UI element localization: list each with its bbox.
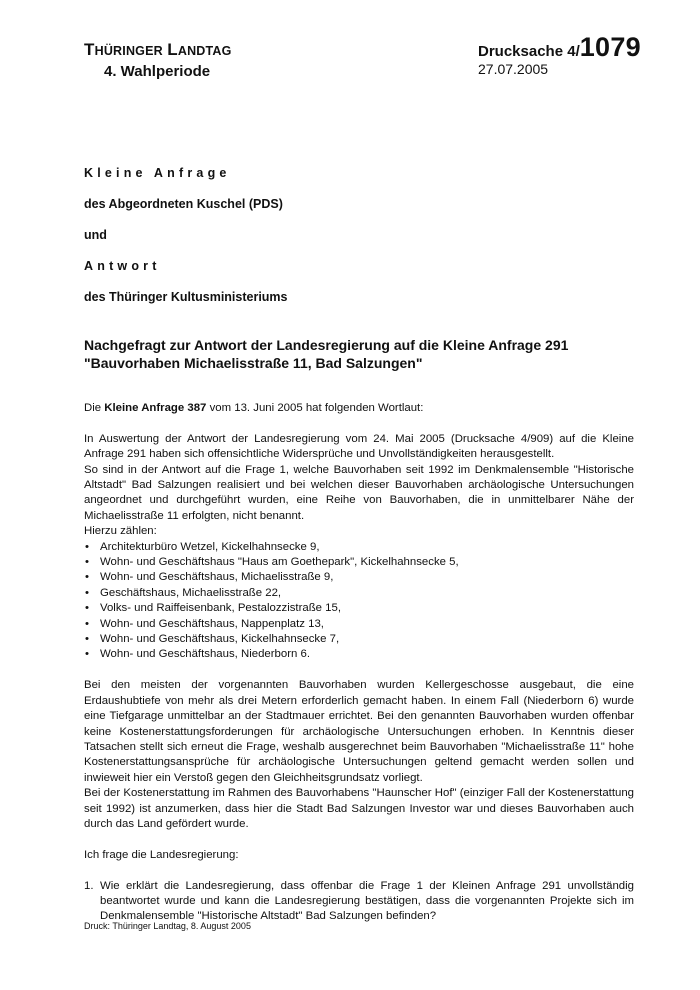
intro-line <box>84 401 634 416</box>
bullet-icon: • <box>85 571 89 584</box>
intro-anfrage-number: Kleine Anfrage 387 <box>104 402 207 414</box>
landtag-word-thueringer: HÜRINGER <box>94 44 163 58</box>
title-block <box>84 166 288 304</box>
bullet-icon: • <box>85 556 89 569</box>
question-number: 1. <box>84 879 94 892</box>
subject-heading: Nachgefragt zur Antwort der Landesregierung auf die Kleine Anfrage 291 "Bauvorhaben Michaelisstraße 11, Bad Salzungen" <box>84 337 569 371</box>
title-ministerium: des Thüringer Kultusministeriums <box>84 290 288 304</box>
question-text: Wie erklärt die Landesregierung, dass offenbar die Frage 1 der Kleinen Anfrage 291 unvollständig beantwortet wurde und kann die Landesregierung bestätigen, dass die vorgenannten Projekte sich im Denkmalensemble "Historische Altstadt" Bad Salzungen befinden? <box>100 879 634 923</box>
landtag-word-landtag: ANDTAG <box>177 44 232 58</box>
bullet-icon: • <box>85 602 89 615</box>
question-item <box>84 879 634 925</box>
document-date: 27.07.2005 <box>478 61 549 77</box>
list-item: • Geschäftshaus, Michaelisstraße 22, <box>84 586 634 601</box>
wahlperiode: 4. Wahlperiode <box>104 63 211 80</box>
list-item: • Wohn- und Geschäftshaus, Niederborn 6. <box>84 647 634 662</box>
print-footer: Druck: Thüringer Landtag, 8. August 2005 <box>84 921 251 931</box>
bullet-icon: • <box>85 586 89 599</box>
document-header-left <box>84 40 232 80</box>
landtag-name <box>84 40 232 60</box>
title-antwort: Antwort <box>84 259 161 273</box>
list-intro: Hierzu zählen: <box>84 525 157 538</box>
intro-post: vom 13. Juni 2005 hat folgenden Wortlaut: <box>206 402 424 414</box>
bullet-icon: • <box>85 633 89 646</box>
paragraph-antwort-frage-1: So sind in der Antwort auf die Frage 1, welche Bauvorhaben seit 1992 im Denkmalensemble "Historische Altstadt" Bad Salzungen realisiert und bei welchen dieser Bauvorhaben archäologische Untersuchungen angeordnet und durchgeführt wurden, eine Reihe von Bauvorhaben, die in unmittelbarer Nähe der Michaelisstraße 11 erfolgten, nicht benannt. <box>84 463 634 522</box>
bauvorhaben-list <box>84 540 634 663</box>
paragraph-haunscher-hof: Bei der Kostenerstattung im Rahmen des Bauvorhabens "Haunscher Hof" (einziger Fall der Kostenerstattung seit 1992) ist anzumerken, dass hier die Stadt Bad Salzungen Investor war und dieses Bauvorhaben auch durch das Land gefördert wurde. <box>84 787 634 830</box>
drucksache-slash: / <box>575 43 580 60</box>
landtag-initial-l: L <box>167 40 178 59</box>
paragraph-kellergeschosse: Bei den meisten der vorgenannten Bauvorhaben wurden Kellergeschosse ausgebaut, die eine Erdaushubtiefe von mehr als drei Metern erforderlich gemacht haben. In einem Fall (Niederborn 6) wurde eine Tiefgarage unmittelbar an der Stadtmauer errichtet. Bei den genannten Bauvorhaben wurden offenbar keine Kostenerstattungsforderungen für archäologische Untersuchungen erhoben. In Kenntnis dieser Tatsachen stellt sich erneut die Frage, weshalb ausgerechnet beim Bauvorhaben "Michaelisstraße 11" hohe Kostenerstattungsansprüche für archäologische Untersuchungen geltend gemacht werden sollen und inwieweit hier ein Verstoß gegen den Gleichheitsgrundsatz vorliegt. <box>84 679 634 784</box>
bullet-icon: • <box>85 617 89 630</box>
paragraph-auswertung: In Auswertung der Antwort der Landesregierung vom 24. Mai 2005 (Drucksache 4/909) auf die Kleine Anfrage 291 haben sich offensichtliche Widersprüche und Unvollständigkeiten herausgestellt. <box>84 432 634 461</box>
drucksache-line <box>478 32 641 63</box>
document-header-right <box>478 32 641 77</box>
title-kleine-anfrage: Kleine Anfrage <box>84 166 231 180</box>
document-body <box>84 401 634 925</box>
list-item: • Wohn- und Geschäftshaus, Nappenplatz 13, <box>84 617 634 632</box>
list-item: • Wohn- und Geschäftshaus, Michaelisstraße 9, <box>84 570 634 585</box>
list-item: • Architekturbüro Wetzel, Kickelhahnsecke 9, <box>84 540 634 555</box>
list-item: • Wohn- und Geschäftshaus "Haus am Goethepark", Kickelhahnsecke 5, <box>84 555 634 570</box>
question-intro: Ich frage die Landesregierung: <box>84 848 239 861</box>
list-item: • Volks- und Raiffeisenbank, Pestalozzistraße 15, <box>84 601 634 616</box>
title-abgeordneter: des Abgeordneten Kuschel (PDS) <box>84 197 283 211</box>
drucksache-label: Drucksache 4 <box>478 43 576 60</box>
intro-pre: Die <box>84 402 105 414</box>
landtag-initial-t: T <box>84 40 95 59</box>
bullet-icon: • <box>85 648 89 661</box>
drucksache-number: 1079 <box>579 32 641 62</box>
title-und: und <box>84 228 107 242</box>
list-item: • Wohn- und Geschäftshaus, Kickelhahnsecke 7, <box>84 632 634 647</box>
bullet-icon: • <box>85 540 89 553</box>
